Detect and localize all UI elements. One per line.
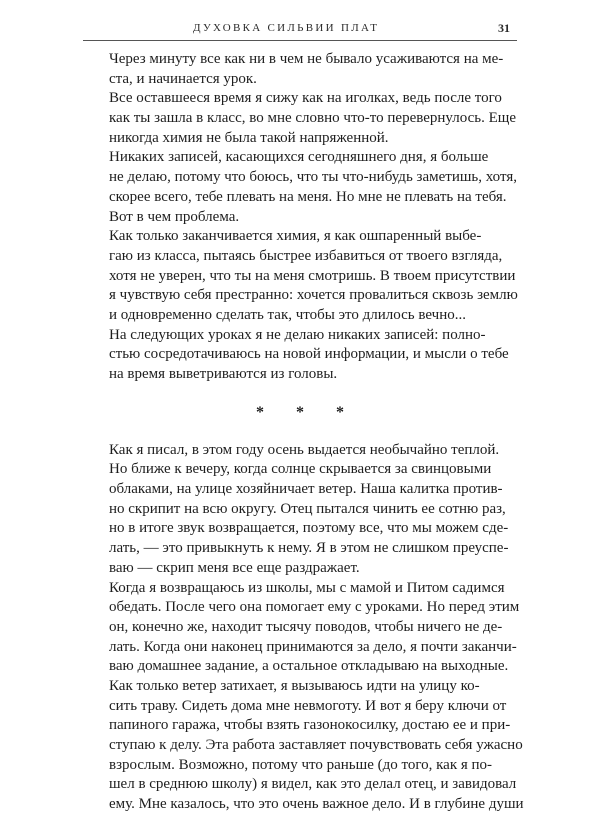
page-number: 31 bbox=[498, 21, 510, 35]
paragraph bbox=[88, 50, 512, 89]
section-2 bbox=[88, 441, 524, 815]
text-line: Как только заканчивается химия, я как ошпаренный выбе- bbox=[109, 228, 482, 245]
text-line: гаю из класса, пытаясь быстрее избавиться от твоего взгляда, bbox=[109, 247, 503, 264]
text-line: лать. Когда они наконец принимаются за дело, я почти заканчи- bbox=[109, 638, 517, 655]
text-line: ступаю к делу. Эта работа заставляет почувствовать себя ужасно bbox=[109, 737, 523, 753]
text-line: как ты зашла в класс, во мне словно что-то перевернулось. Еще bbox=[109, 110, 516, 127]
paragraph bbox=[88, 148, 517, 227]
text-line: ваю домашнее задание, а остальное откладываю на выходные. bbox=[109, 658, 509, 675]
paragraph bbox=[88, 677, 524, 815]
text-line: Все оставшееся время я сижу как на иголках, ведь после того bbox=[109, 90, 502, 107]
running-title: ДУХОВКА СИЛЬВИИ ПЛАТ bbox=[193, 22, 380, 34]
section-divider: * * * bbox=[256, 403, 358, 421]
text-line: хотя не уверен, что ты на меня смотришь. В твоем присутствии bbox=[109, 267, 516, 284]
text-line: и одновременно сделать так, чтобы это длилось вечно... bbox=[109, 306, 466, 323]
text-line: облаками, на улице хозяйничает ветер. Наша калитка против- bbox=[109, 481, 503, 498]
paragraph bbox=[88, 227, 518, 325]
text-line: никогда химия не была такой напряженной. bbox=[109, 129, 389, 146]
text-line: Никаких записей, касающихся сегодняшнего дня, я больше bbox=[109, 149, 489, 166]
section-1 bbox=[88, 50, 518, 385]
paragraph bbox=[88, 579, 520, 677]
paragraph bbox=[88, 326, 512, 385]
text-line: обедать. После чего она помогает ему с уроками. Но перед этим bbox=[109, 599, 520, 616]
text-line: но в итоге звук возвращается, поэтому все, что мы можем сде- bbox=[109, 520, 509, 537]
text-line: Но ближе к вечеру, когда солнце скрывается за свинцовыми bbox=[109, 461, 492, 478]
text-line: взрослым. Возможно, потому что раньше (до того, как я по- bbox=[109, 756, 493, 773]
text-line: ему. Мне казалось, что это очень важное дело. И в глубине души bbox=[109, 796, 524, 813]
text-line: шел в среднюю школу) я видел, как это делал отец, и завидовал bbox=[109, 776, 517, 793]
text-line: Когда я возвращаюсь из школы, мы с мамой и Питом садимся bbox=[109, 579, 505, 596]
text-line: ваю — скрип меня все еще раздражает. bbox=[109, 559, 360, 576]
text-line: ста, и начинается урок. bbox=[109, 70, 257, 87]
text-line: но скрипит на всю округу. Отец пытался чинить ее сотню раз, bbox=[109, 500, 506, 517]
text-line: папиного гаража, чтобы взять газонокосилку, достаю ее и при- bbox=[109, 717, 511, 734]
paragraph bbox=[88, 89, 516, 148]
header-rule bbox=[83, 40, 517, 41]
text-line: он, конечно же, находит тысячу поводов, чтобы ничего не де- bbox=[109, 618, 503, 635]
running-header bbox=[0, 18, 600, 40]
text-line: сить траву. Сидеть дома мне невмоготу. И вот я беру ключи от bbox=[109, 697, 507, 714]
text-line: Как только ветер затихает, я вызываюсь идти на улицу ко- bbox=[109, 677, 480, 694]
text-line: Как я писал, в этом году осень выдается необычайно теплой. bbox=[109, 441, 500, 458]
text-line: я чувствую себя престранно: хочется провалиться сквозь землю bbox=[109, 287, 518, 304]
text-line: лать, — это привыкнуть к нему. Я в этом не слишком преуспе- bbox=[109, 540, 509, 557]
text-line: Вот в чем проблема. bbox=[109, 208, 240, 225]
text-line: Через минуту все как ни в чем не бывало усаживаются на ме- bbox=[109, 51, 504, 67]
paragraph bbox=[88, 441, 512, 579]
page-body bbox=[88, 50, 524, 815]
text-line: на время выветриваются из головы. bbox=[109, 366, 338, 382]
text-line: не делаю, потому что боюсь, что ты что-нибудь заметишь, хотя, bbox=[109, 169, 517, 186]
text-line: скорее всего, тебе плевать на меня. Но мне не плевать на тебя. bbox=[109, 188, 507, 205]
text-line: стью сосредотачиваюсь на новой информации, и мысли о тебе bbox=[109, 346, 509, 363]
text-line: На следующих уроках я не делаю никаких записей: полно- bbox=[109, 326, 486, 343]
